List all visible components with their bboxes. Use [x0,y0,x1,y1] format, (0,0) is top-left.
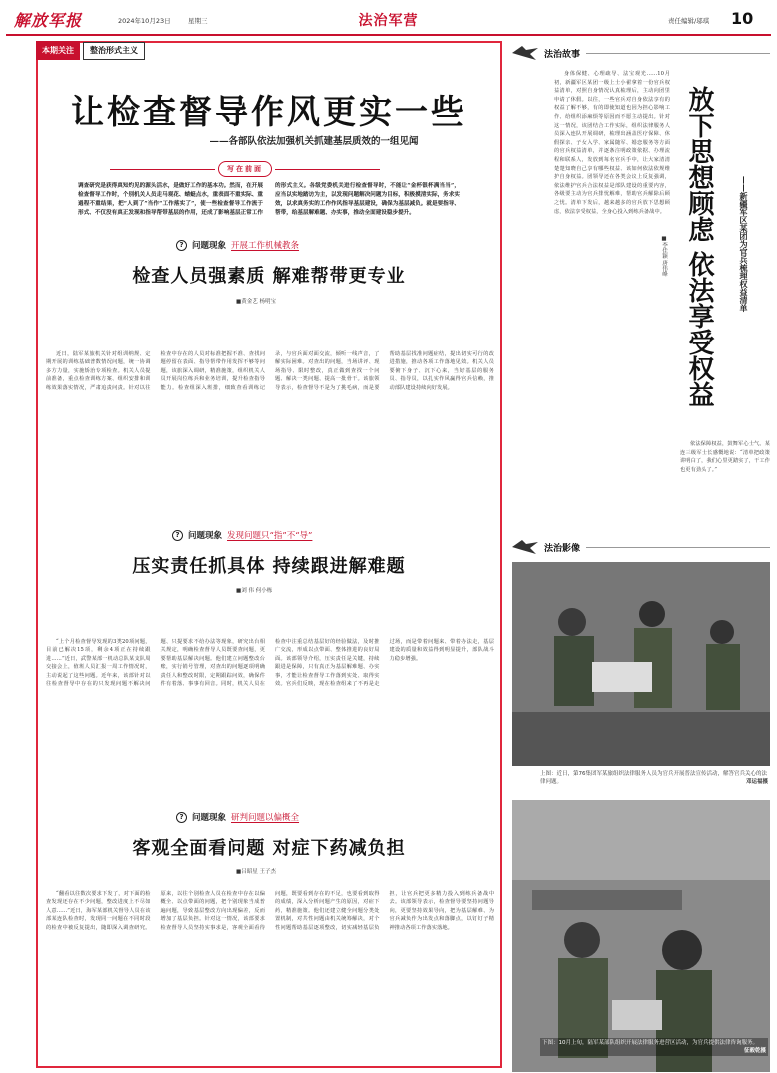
page-number: 10 [731,9,754,28]
section-1-topic: 开展工作机械教条 [231,241,300,251]
section-2-body [46,638,494,806]
section-3-text: “翻看以往数次要求下发了，对下面的检查发现还存在不少问题，整改进度上不尽如人意……”近日，海军某部机关督导人员在该部某连队检查时，发现同一问题在不同时段的检查中被反复提出，随即深入调查研究。原来，以往个别检查人员在检查中存在以偏概全、以点带面的问题，把个别现象当成普遍问题，导致基层整改方向出现偏差，反而增加了基层负担。针对这一情况，该部要求检查督导人员坚持实事求是，客观全面看待问题，既要看到存在的不足，也要看到取得的成绩，深入分析问题产生的原因，对症下药，精准施策。他们还建立健全问题分类处置机制，对共性问题由机关统筹解决，对个性问题帮助基层逐项整改，切实减轻基层负担，让官兵把更多精力投入到练兵备战中去。该部领导表示，检查督导要坚持问题导向，更要坚持效果导向，把为基层解难、为官兵减负作为出发点和落脚点，以钉钉子精神推动各项工作落实落地。 [46,891,494,931]
section-1-label: 问题现象 [192,241,227,251]
caption-top-text: 上图：近日，第76集团军某旅组织法律服务人员为官兵开展普法宣传活动，解答官兵关心的法律问题。 [540,771,768,785]
caption-top [540,770,768,786]
section-2-text: “上个月检查督导发现的3类20项问题，目前已解决15项，剩余4项正在持续跟进……”近日，武警某部一机动总队某支队周交接会上，值班人员汇报一周工作情况时，主动说起了这些问题。近年来，该部针对以往检查督导中存在的只发现问题不解决问题、只提要求不给办法等现象，研究出台相关规定，明确检查督导人员既要查问题，更要帮助基层解决问题。他们建立问题整改台账，实行销号管理，对查出的问题逐项明确责任人和整改时限，定期跟踪问效，确保件件有着落、事事有回音。同时，机关人员在检查中注重总结基层好的经验做法，及时推广交流，形成以点带面、整体推进的良好局面。该部领导介绍，压实责任是关键，持续跟进是保障，只有真正为基层解难题、办实事，才能让检查督导工作落到实处、取得实效。官兵们反映，现在检查组来了不再是走过场，而是带着问题来、带着办法走，基层建设的质量和效益得到明显提升，部队战斗力稳步增强。 [46,639,494,688]
story-text-end: 依法保障权益，鼓舞军心士气。某连三级军士长感慨地说：“清单把政策讲明白了，我们心里更踏实了，干工作也更有劲头了。” [680,441,770,473]
focus-tag-topic: 整治形式主义 [83,42,145,60]
photo-top [512,562,770,766]
intro-stamp-label: 写在前面 [227,165,263,173]
intro-rule-right [275,169,380,170]
intro-text: 调查研究是获得真知灼见的源头活水，是做好工作的基本功。然而，在开展检查督导工作时，个别机关人员走马观花、蜻蜓点水，重表面不重实际、重過程不重结果，把“人到了”当作“工作落实了”，使一些检查督导工作流于形式、不仅没有真正发现和指导帮带基层的作用，还成了影响基层正常工作的形式主义。各级党委机关进行检查督导时，不能让“金杯银杯满当当”，应当以实地踏访为主，以发现问题解决问题为目标，积极摸清实际，务求实效，以求真务实的工作作风指导基层建设，确保为基层减负。就是要指导、帮带，给基层解难题、办实事，推动全面建设稳步提升。 [78,183,460,216]
gallery-header [512,538,770,556]
camera-icon [512,540,538,554]
issue-weekday: 星期三 [188,17,208,25]
photo-top-scene [512,562,770,766]
section-1-authors: ■黄金艺 杨明宝 [236,299,276,305]
section-3-topic: 研判问题以偏概全 [231,813,300,823]
story-subtitle: ——新疆军区某团为官兵梳理权益清单 [739,176,749,312]
section-2-topic: 发现问题只“指”不“导” [227,531,313,541]
section-2-heading: 压实责任抓具体 持续跟进解难题 [132,556,406,577]
section-3-authors: ■吕昭星 王子杰 [236,869,276,875]
gallery-label: 法治影像 [544,543,581,554]
feature-subtitle: ——各部队依法加强机关抓建基层质效的一组见闻 [209,136,419,147]
story-authors: ■李佳颖 唐伟峰 [661,236,667,277]
section-2-label: 问题现象 [188,531,223,541]
caption-bottom-author: 征毅乾摄 [743,1048,766,1054]
section-3-header [176,808,299,826]
issue-date: 2024年10月23日 [118,17,171,25]
question-icon: ? [176,240,187,251]
masthead-divider [6,34,771,36]
story-body-right [680,440,770,524]
story-column-rule [586,53,770,54]
section-2-header [172,526,312,544]
section-2-authors: ■刘 伟 何小栋 [236,588,273,594]
feature-headline: 让检查督导作风更实一些 [71,92,467,131]
section-3-heading: 客观全面看问题 对症下药减负担 [132,838,406,859]
gallery-rule [586,547,770,548]
section-1-heading: 检查人员强素质 解难帮带更专业 [132,266,406,287]
page-editor: 责任编辑/邬琪 [668,17,710,25]
caption-top-author: 邓运福摄 [745,779,768,785]
story-column-header [512,44,770,62]
section-1-text: 近日，陆军某旅机关针对组训纳规、定期开展的训练基础普数情况问题，统一协调多方力量，实施矫治专项检查。机关人员提前准备，重点检查训练方案、组织安排和训练效果落实情况，严肃追责问责。针对以往检查中存在的人员对标准把握不准、查找问题停留在表面、指导帮带作用发挥不够等问题，该旅深入调研，精准施策，组织机关人员开展岗位练兵和业务培训，提升检查指导能力。检查组深入班排，细致查看训练记录，与官兵面对面交流，倾听一线声音，了解实际困难。对查出的问题，当场讲评、现场指导、限时整改，真正做到查找一个问题、解决一类问题、提高一批骨干。该旅领导表示，检查督导不是为了挑毛病，而是要帮助基层找准问题症结，提出切实可行的改进措施，推动各项工作落地见效。机关人员要俯下身子、沉下心来，当好基层的服务员、指导员，以扎实作风赢得官兵信赖，推动部队建设持续向好发展。 [46,351,494,391]
question-icon: ? [172,530,183,541]
photo-bottom-scene [512,800,770,1072]
masthead [0,0,777,36]
story-title: 放下思想顾虑 依法享受权益 [684,86,714,408]
question-icon: ? [176,812,187,823]
section-1-body [46,350,494,516]
newspaper-logo: 解放军报 [14,11,83,30]
focus-tag-label: 本期关注 [36,41,80,60]
section-3-label: 问题现象 [192,813,227,823]
caption-bottom [540,1038,768,1056]
story-body-left [554,70,670,510]
story-column-label: 法治故事 [544,49,581,60]
intro-rule-left [110,169,215,170]
photo-bottom [512,800,770,1072]
focus-tag [36,41,145,60]
section-3-body [46,890,494,1062]
story-text: 身体保健、心理疏导、法宝观光……10月初，新疆军区某团一级上士小翟拿着一份官兵权益清单，对照自身情况认真梳理后，主动向团里申请了休假。以往，一些官兵对自身依法享有的权益了解不够，有的即使知道也因为担心影响工作、给组织添麻烦等原因而不愿主动提出。针对这一情况，该团结合工作实际，组织法律服务人员深入连队开展调研，梳理出涵盖医疗保障、休假探亲、子女入学、家属随军、婚恋服务等方面的官兵权益清单，并逐条注明政策依据、办理流程和联系人，发放到每名官兵手中，让大家清清楚楚知晓自己享有哪些权益、该如何依法依规维护自身权益。团领导还在各类会议上反复强调，依法维护官兵合法权益是部队建设的重要内容，各级要主动为官兵排忧解难，帮助官兵解除后顾之忧。清单下发后，越来越多的官兵放下思想顾虑，依法享受权益，全身心投入到练兵备战中。 [554,71,670,215]
intro-stamp [218,161,272,177]
section-title: 法治军营 [358,13,419,29]
flag-icon [512,46,538,60]
caption-bottom-text: 下图：10月上旬，陆军某部队组织开展法律服务进营区活动，为官兵提供法律咨询服务。 [542,1040,759,1046]
section-1-header [176,236,299,254]
